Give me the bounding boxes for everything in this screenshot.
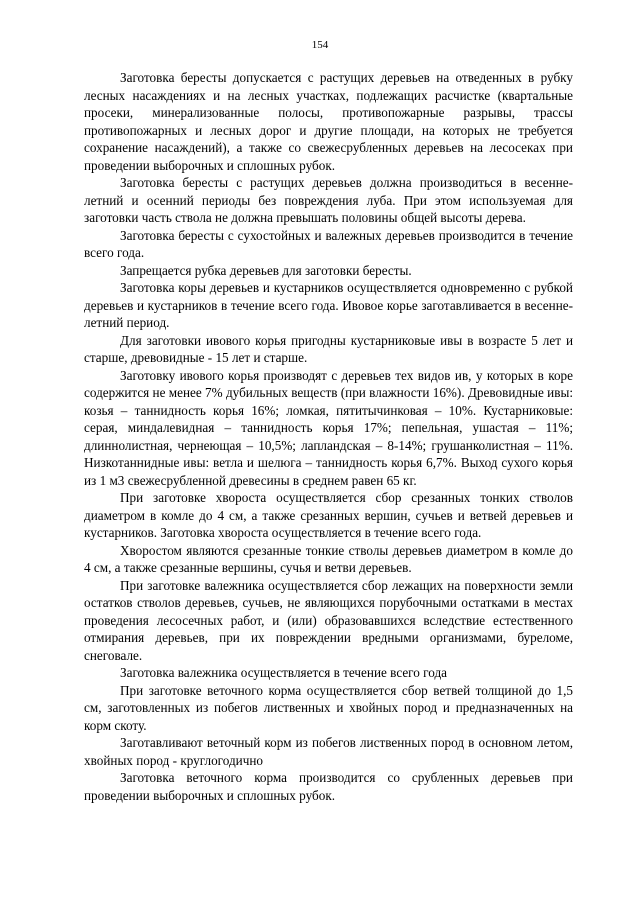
paragraph: Заготовка коры деревьев и кустарников осуществляется одновременно с рубкой деревьев и кустарников в течение всего года. Ивовое корье заготавливается в весенне-летний период. xyxy=(84,280,573,330)
paragraph: При заготовке хвороста осуществляется сбор срезанных тонких стволов диаметром в комле до 4 см, а также срезанных вершин, сучьев и ветвей деревьев и кустарников. Заготовка хвороста осуществляется в течение всего года. xyxy=(84,490,573,540)
paragraph: При заготовке валежника осуществляется сбор лежащих на поверхности земли остатков стволов деревьев, сучьев, не являющихся порубочными остатками в местах проведения лесосечных работ, и (или) образовавшихся вследствие естественного отмирания деревьев, при их повреждении вредными организмами, буреломе, снеговале. xyxy=(84,577,573,663)
paragraph: Заготовка валежника осуществляется в течение всего года xyxy=(120,665,448,680)
page-number: 154 xyxy=(311,39,329,51)
paragraph: Заготавливают веточный корм из побегов лиственных пород в основном летом, хвойных пород - круглогодично xyxy=(84,735,573,768)
paragraph: При заготовке веточного корма осуществляется сбор ветвей толщиной до 1,5 см, заготовленных из побегов лиственных и хвойных пород и предназначенных на корм скоту. xyxy=(84,682,573,733)
paragraph: Хворостом являются срезанные тонкие стволы деревьев диаметром в комле до 4 см, а также срезанные вершины, сучья и ветви деревьев. xyxy=(84,542,573,575)
paragraph: Для заготовки ивового корья пригодны кустарниковые ивы в возрасте 5 лет и старше, древовидные - 15 лет и старше. xyxy=(84,332,573,365)
paragraph: Заготовка бересты с растущих деревьев должна производиться в весенне-летний и осенний периоды без повреждения луба. При этом используемая для заготовки часть ствола не должна превышать половины общей высоты дерева. xyxy=(84,175,573,225)
paragraph: Заготовку ивового корья производят с деревьев тех видов ив, у которых в коре содержится не менее 7% дубильных веществ (при влажности 16%). Древовидные ивы: козья – таннидность корья 16%; ломкая, пятитычинковая – 10%. Кустарниковые: серая, миндалевидная – таннидность корья 17%; пепельная, ушастая – 11%; длиннолистная, чернеющая – 10,5%; лапландская – 8-14%; грушанколистная – 11%. Низкотаннидные ивы: ветла и шелюга – таннидность корья 6,7%. Выход сухого корья из 1 м3 свежесрубленной древесины в среднем равен 65 кг. xyxy=(84,367,573,488)
paragraph: Заготовка веточного корма производится со срубленных деревьев при проведении выборочных и сплошных рубок. xyxy=(84,770,573,803)
paragraph: Заготовка бересты допускается с растущих деревьев на отведенных в рубку лесных насаждениях и на лесных участках, подлежащих расчистке (квартальные просеки, минерализованные полосы, противопожарные разрывы, трассы противопожарных и лесных дорог и другие площади, на которых не требуется сохранение насаждений), а также со свежесрубленных деревьев на лесосеках при проведении выборочных и сплошных рубок. xyxy=(84,70,573,173)
paragraph: Запрещается рубка деревьев для заготовки бересты. xyxy=(120,262,412,278)
page-body xyxy=(84,69,573,804)
paragraph: Заготовка бересты с сухостойных и валежных деревьев производится в течение всего года. xyxy=(84,227,573,260)
